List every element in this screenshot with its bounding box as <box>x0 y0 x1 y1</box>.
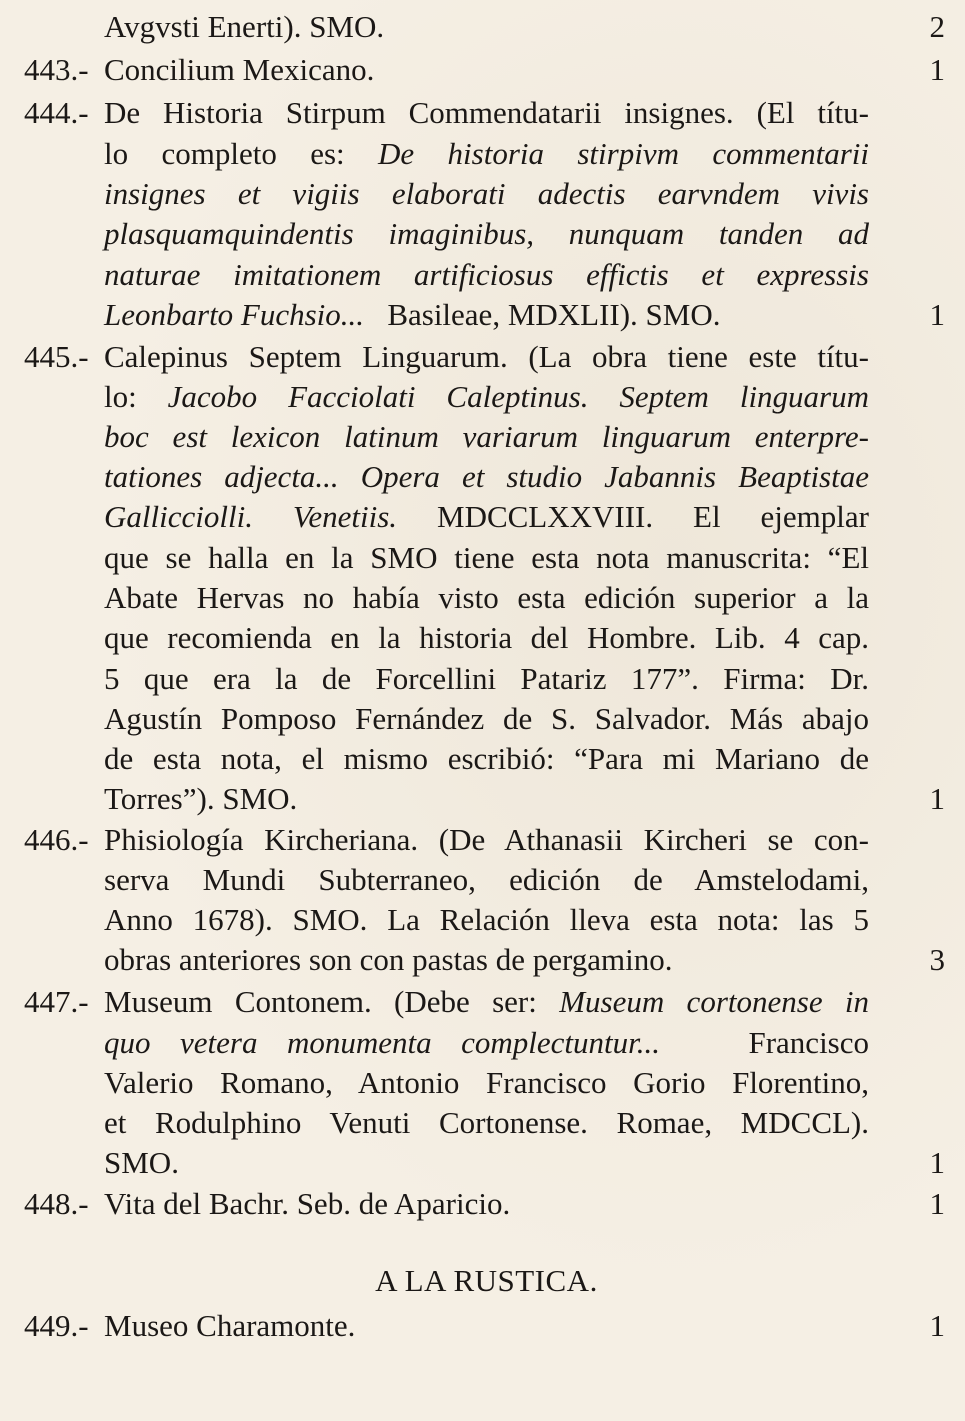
entry-line: lo completo es: De historia stirpivm commentarii <box>104 136 870 171</box>
entry-line: Agustín Pomposo Fernández de S. Salvador. Más abajo <box>104 701 869 736</box>
entry-line: que se halla en la SMO tiene esta nota manuscrita: “El <box>104 540 869 575</box>
quantity: 1 <box>929 1145 945 1180</box>
entry-line: Gallicciolli. Venetiis. MDCCLXXVIII. El ejemplar <box>104 499 869 534</box>
entry-line: SMO. 1 <box>104 1145 945 1180</box>
section-heading: A LA RUSTICA. <box>375 1263 598 1298</box>
entry-line: 5 que era la de Forcellini Patariz 177”. Firma: Dr. <box>104 661 869 696</box>
quantity: 1 <box>929 781 945 816</box>
quantity: 3 <box>929 942 945 977</box>
entry-number: 449.- <box>24 1308 89 1343</box>
entry-line: Torres”). SMO. 1 <box>104 781 945 816</box>
entry-line: insignes et vigiis elaborati adectis earvndem vivis <box>104 176 869 211</box>
entry-number: 448.- <box>24 1186 89 1221</box>
quantity: 1 <box>929 52 945 87</box>
entry-line: naturae imitationem artificiosus effictis et expressis <box>104 257 869 292</box>
entry-line: Abate Hervas no había visto esta edición superior a la <box>104 580 869 615</box>
entry-line: et Rodulphino Venuti Cortonense. Romae, MDCCL). <box>104 1105 869 1140</box>
entry-line: obras anteriores son con pastas de pergamino. 3 <box>104 942 945 977</box>
entry-line: que recomienda en la historia del Hombre. Lib. 4 cap. <box>104 620 869 655</box>
entry-line: plasquamquindentis imaginibus, nunquam tanden ad <box>104 216 869 251</box>
entry-number: 443.- <box>24 52 89 87</box>
entry-line: Leonbarto Fuchsio... Basileae, MDXLII). SMO. 1 <box>104 297 945 332</box>
entry-number: 445.- <box>24 339 89 374</box>
quantity: 1 <box>929 297 945 332</box>
entry-number: 446.- <box>24 822 89 857</box>
entry-number: 447.- <box>24 984 89 1019</box>
list-item: 444.- De Historia Stirpum Commendatarii insignes. (El títu- <box>24 95 869 130</box>
quantity: 1 <box>929 1186 945 1221</box>
quantity: 1 <box>929 1308 945 1343</box>
entry-line: quo vetera monumenta complectuntur... Francisco <box>104 1025 870 1060</box>
list-item: 445.- Calepinus Septem Linguarum. (La obra tiene este títu- <box>24 339 869 374</box>
list-item: 449.- Museo Charamonte. 1 <box>24 1308 945 1343</box>
list-item: 447.- Museum Contonem. (Debe ser: Museum cortonense in <box>24 984 870 1019</box>
entry-line: serva Mundi Subterraneo, edición de Amstelodami, <box>104 862 869 897</box>
list-item: Avgvsti Enerti). SMO. 2 <box>104 9 945 44</box>
entry-line: Anno 1678). SMO. La Relación lleva esta nota: las 5 <box>104 902 869 937</box>
entry-line: boc est lexicon latinum variarum linguarum enterpre- <box>104 419 869 454</box>
entry-line: lo: Jacobo Facciolati Caleptinus. Septem linguarum <box>104 379 870 414</box>
quantity: 2 <box>929 9 945 44</box>
entry-number: 444.- <box>24 95 89 130</box>
list-item: 448.- Vita del Bachr. Seb. de Aparicio. 1 <box>24 1186 945 1221</box>
list-item: 446.- Phisiología Kircheriana. (De Athanasii Kircheri se con- <box>24 822 869 857</box>
entry-line: de esta nota, el mismo escribió: “Para mi Mariano de <box>104 741 869 776</box>
list-item: 443.- Concilium Mexicano. 1 <box>24 52 945 87</box>
entry-line: Valerio Romano, Antonio Francisco Gorio Florentino, <box>104 1065 869 1100</box>
entry-line: tationes adjecta... Opera et studio Jabannis Beaptistae <box>104 459 869 494</box>
